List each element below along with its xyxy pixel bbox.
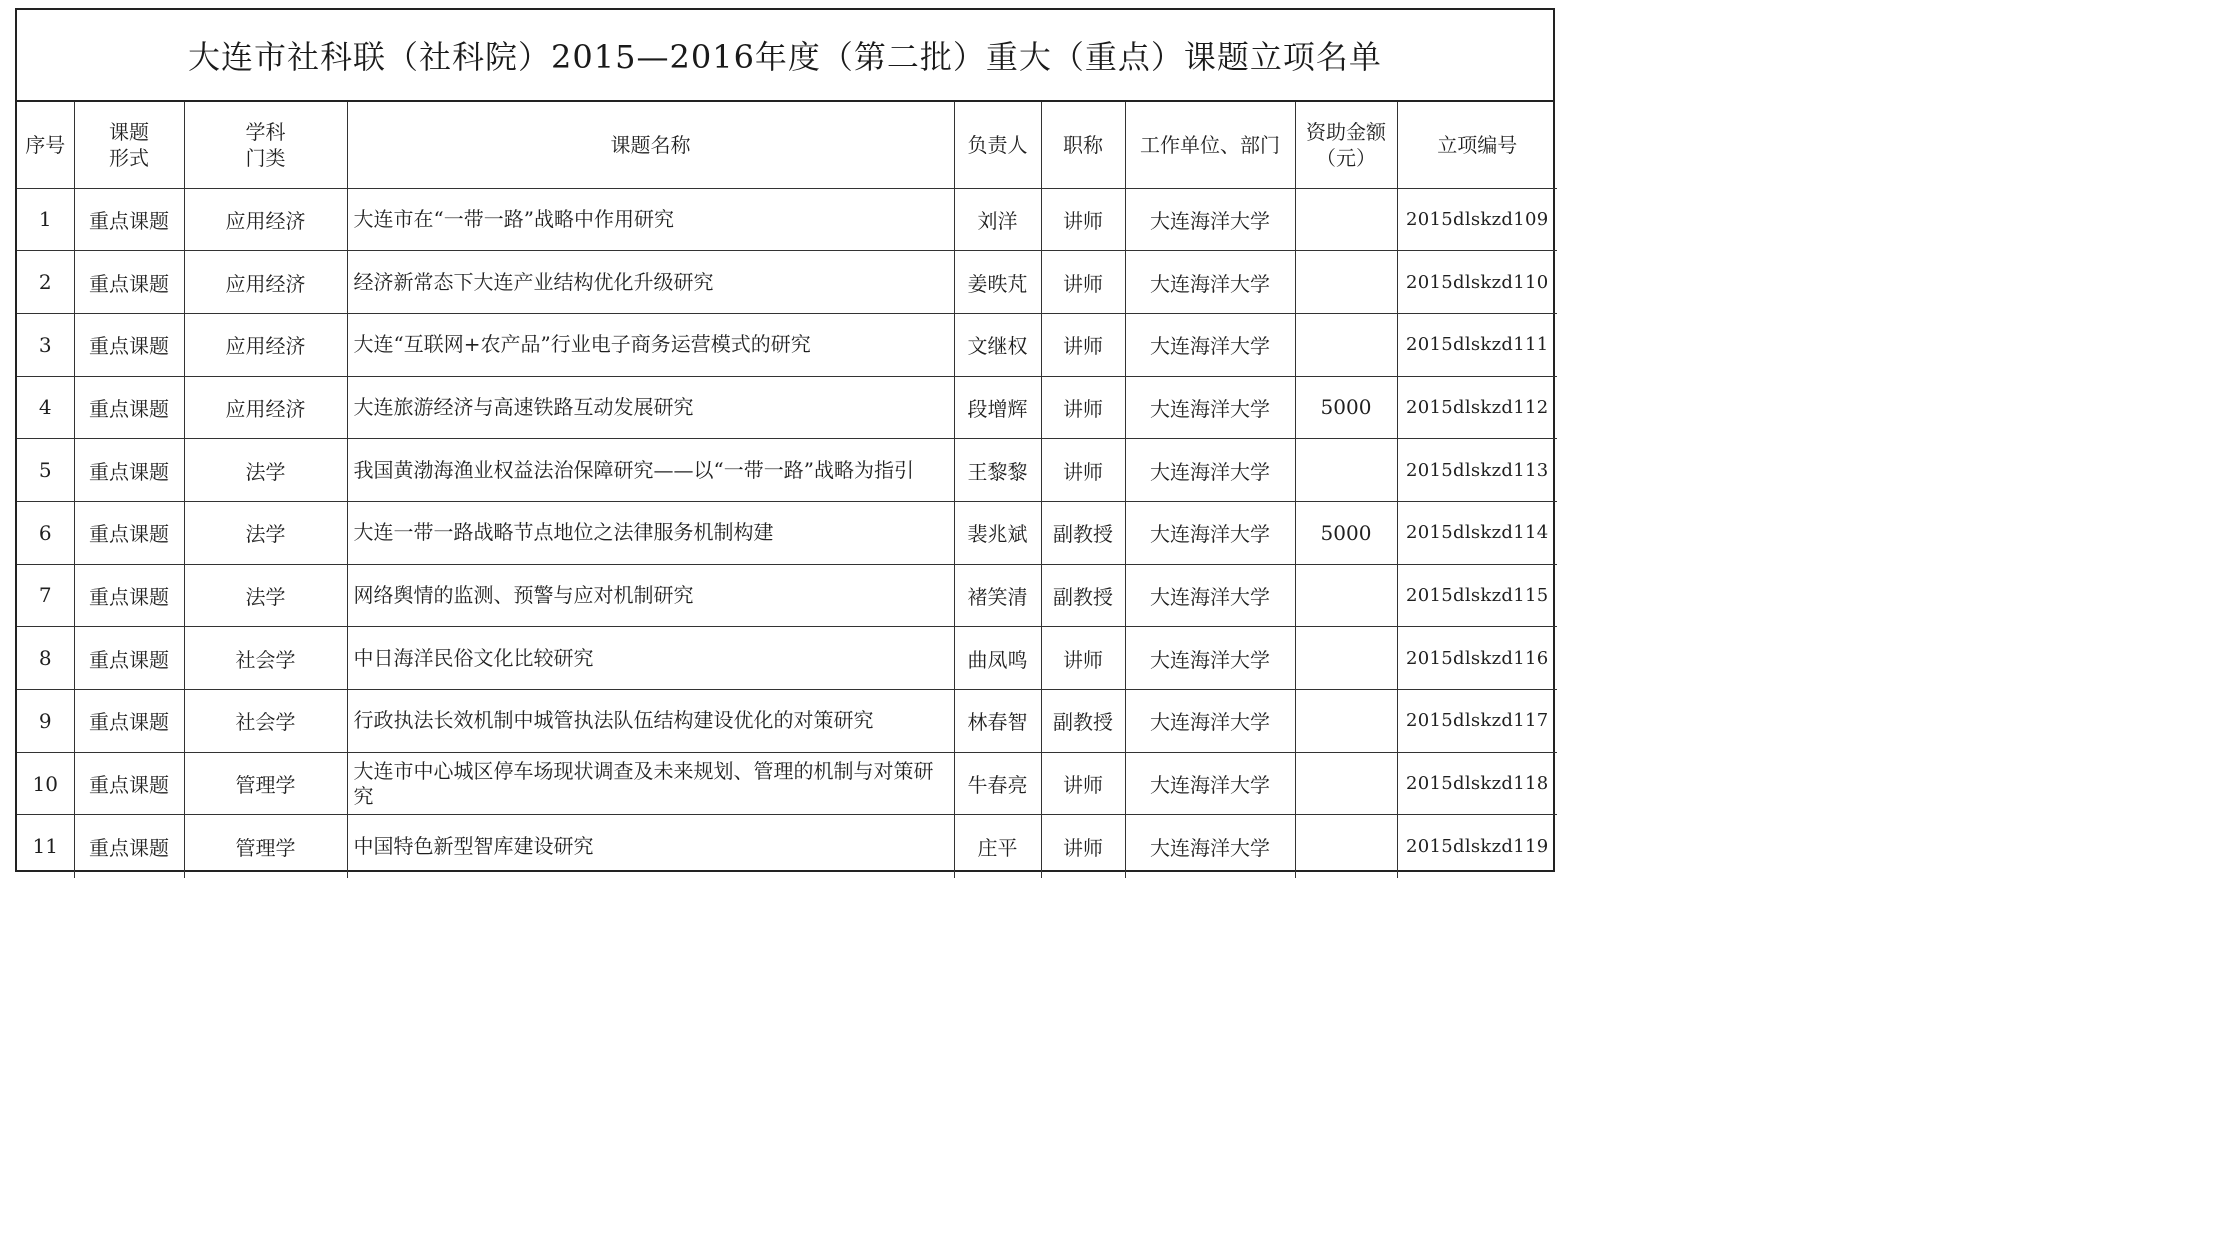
table-row (17, 251, 1557, 314)
header-funding-line1: 资助金额 (1306, 119, 1386, 144)
cell-code: 2015dlskzd119 (1397, 815, 1557, 878)
cell-leader: 曲凤鸣 (954, 627, 1041, 690)
header-funding-line2: （元） (1316, 145, 1376, 170)
cell-topic: 经济新常态下大连产业结构优化升级研究 (347, 251, 954, 314)
cell-topic: 中国特色新型智库建设研究 (347, 815, 954, 878)
cell-rank: 讲师 (1041, 752, 1125, 815)
cell-rank: 讲师 (1041, 376, 1125, 439)
cell-topic: 中日海洋民俗文化比较研究 (347, 627, 954, 690)
header-topic: 课题名称 (347, 102, 954, 188)
cell-discipline: 社会学 (184, 627, 347, 690)
cell-funding (1295, 188, 1397, 251)
cell-rank: 副教授 (1041, 564, 1125, 627)
header-form-line1: 课题 (109, 119, 149, 144)
cell-leader: 王黎黎 (954, 439, 1041, 502)
cell-rank: 副教授 (1041, 501, 1125, 564)
cell-code: 2015dlskzd109 (1397, 188, 1557, 251)
cell-leader: 牛春亮 (954, 752, 1041, 815)
cell-seq: 5 (17, 439, 74, 502)
cell-discipline: 应用经济 (184, 313, 347, 376)
cell-topic: 大连“互联网+农产品”行业电子商务运营模式的研究 (347, 313, 954, 376)
cell-topic: 大连旅游经济与高速铁路互动发展研究 (347, 376, 954, 439)
cell-form: 重点课题 (74, 251, 184, 314)
cell-seq: 2 (17, 251, 74, 314)
cell-seq: 10 (17, 752, 74, 815)
cell-form: 重点课题 (74, 188, 184, 251)
cell-code: 2015dlskzd111 (1397, 313, 1557, 376)
cell-rank: 讲师 (1041, 815, 1125, 878)
cell-rank: 讲师 (1041, 251, 1125, 314)
cell-seq: 7 (17, 564, 74, 627)
cell-funding (1295, 564, 1397, 627)
cell-unit: 大连海洋大学 (1125, 251, 1295, 314)
cell-seq: 9 (17, 690, 74, 753)
cell-form: 重点课题 (74, 501, 184, 564)
table-row (17, 815, 1557, 878)
cell-unit: 大连海洋大学 (1125, 815, 1295, 878)
cell-rank: 讲师 (1041, 627, 1125, 690)
cell-form: 重点课题 (74, 627, 184, 690)
cell-unit: 大连海洋大学 (1125, 627, 1295, 690)
cell-form: 重点课题 (74, 690, 184, 753)
cell-rank: 讲师 (1041, 313, 1125, 376)
cell-leader: 段增辉 (954, 376, 1041, 439)
cell-leader: 庄平 (954, 815, 1041, 878)
header-unit: 工作单位、部门 (1125, 102, 1295, 188)
cell-seq: 3 (17, 313, 74, 376)
cell-discipline: 管理学 (184, 815, 347, 878)
cell-rank: 讲师 (1041, 188, 1125, 251)
header-discipline-line2: 门类 (245, 145, 286, 170)
header-discipline-line1: 学科 (245, 119, 286, 144)
cell-unit: 大连海洋大学 (1125, 188, 1295, 251)
cell-seq: 1 (17, 188, 74, 251)
cell-topic: 我国黄渤海渔业权益法治保障研究——以“一带一路”战略为指引 (347, 439, 954, 502)
cell-discipline: 管理学 (184, 752, 347, 815)
cell-discipline: 应用经济 (184, 188, 347, 251)
cell-funding (1295, 815, 1397, 878)
cell-funding (1295, 627, 1397, 690)
table-row (17, 627, 1557, 690)
table-row (17, 188, 1557, 251)
cell-seq: 8 (17, 627, 74, 690)
cell-funding (1295, 313, 1397, 376)
table-header-row (17, 102, 1557, 188)
cell-funding (1295, 752, 1397, 815)
cell-form: 重点课题 (74, 439, 184, 502)
cell-discipline: 法学 (184, 439, 347, 502)
cell-leader: 刘洋 (954, 188, 1041, 251)
table-row (17, 501, 1557, 564)
cell-leader: 林春智 (954, 690, 1041, 753)
cell-rank: 讲师 (1041, 439, 1125, 502)
cell-leader: 裴兆斌 (954, 501, 1041, 564)
table-row (17, 752, 1557, 815)
header-seq: 序号 (17, 102, 74, 188)
cell-code: 2015dlskzd118 (1397, 752, 1557, 815)
cell-unit: 大连海洋大学 (1125, 376, 1295, 439)
cell-funding: 5000 (1295, 376, 1397, 439)
cell-seq: 11 (17, 815, 74, 878)
cell-funding (1295, 439, 1397, 502)
cell-code: 2015dlskzd117 (1397, 690, 1557, 753)
cell-discipline: 法学 (184, 564, 347, 627)
cell-leader: 褚笑清 (954, 564, 1041, 627)
cell-unit: 大连海洋大学 (1125, 690, 1295, 753)
cell-unit: 大连海洋大学 (1125, 752, 1295, 815)
cell-funding: 5000 (1295, 501, 1397, 564)
cell-code: 2015dlskzd112 (1397, 376, 1557, 439)
cell-funding (1295, 251, 1397, 314)
cell-unit: 大连海洋大学 (1125, 501, 1295, 564)
cell-form: 重点课题 (74, 313, 184, 376)
cell-funding (1295, 690, 1397, 753)
header-funding (1295, 102, 1397, 188)
cell-code: 2015dlskzd114 (1397, 501, 1557, 564)
cell-unit: 大连海洋大学 (1125, 564, 1295, 627)
table-row (17, 376, 1557, 439)
cell-seq: 4 (17, 376, 74, 439)
table-row (17, 313, 1557, 376)
table-row (17, 564, 1557, 627)
header-form (74, 102, 184, 188)
cell-form: 重点课题 (74, 564, 184, 627)
cell-seq: 6 (17, 501, 74, 564)
header-leader: 负责人 (954, 102, 1041, 188)
table-row (17, 439, 1557, 502)
cell-discipline: 应用经济 (184, 376, 347, 439)
header-discipline (184, 102, 347, 188)
project-table (17, 102, 1557, 878)
header-form-line2: 形式 (109, 145, 149, 170)
cell-topic: 大连市中心城区停车场现状调查及未来规划、管理的机制与对策研究 (347, 752, 954, 815)
cell-rank: 副教授 (1041, 690, 1125, 753)
cell-discipline: 法学 (184, 501, 347, 564)
cell-topic: 大连市在“一带一路”战略中作用研究 (347, 188, 954, 251)
cell-code: 2015dlskzd113 (1397, 439, 1557, 502)
cell-unit: 大连海洋大学 (1125, 313, 1295, 376)
document-title: 大连市社科联（社科院）2015—2016年度（第二批）重大（重点）课题立项名单 (17, 10, 1553, 102)
cell-topic: 行政执法长效机制中城管执法队伍结构建设优化的对策研究 (347, 690, 954, 753)
cell-leader: 文继权 (954, 313, 1041, 376)
cell-topic: 大连一带一路战略节点地位之法律服务机制构建 (347, 501, 954, 564)
header-rank: 职称 (1041, 102, 1125, 188)
cell-unit: 大连海洋大学 (1125, 439, 1295, 502)
cell-form: 重点课题 (74, 376, 184, 439)
cell-topic: 网络舆情的监测、预警与应对机制研究 (347, 564, 954, 627)
cell-discipline: 社会学 (184, 690, 347, 753)
header-code: 立项编号 (1397, 102, 1557, 188)
cell-discipline: 应用经济 (184, 251, 347, 314)
cell-form: 重点课题 (74, 815, 184, 878)
table-row (17, 690, 1557, 753)
cell-code: 2015dlskzd116 (1397, 627, 1557, 690)
document-sheet (15, 8, 1555, 872)
cell-code: 2015dlskzd110 (1397, 251, 1557, 314)
cell-form: 重点课题 (74, 752, 184, 815)
cell-code: 2015dlskzd115 (1397, 564, 1557, 627)
cell-leader: 姜昳芃 (954, 251, 1041, 314)
